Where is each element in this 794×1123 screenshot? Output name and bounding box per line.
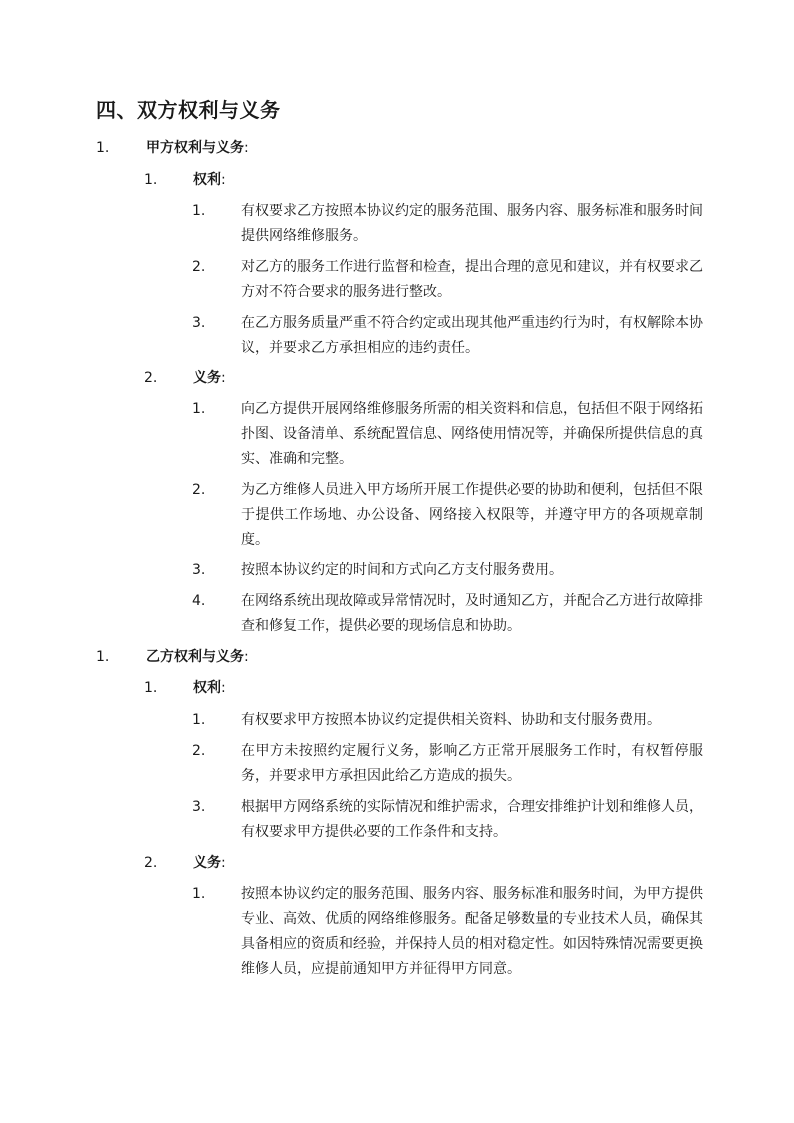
list-number: 1. [96,140,110,156]
colon: : [221,172,226,188]
list-item-text: 按照本协议约定的服务范围、服务内容、服务标准和服务时间，为甲方提供专业、高效、优质的网络维修服务。配备足够数量的专业技术人员，确保其具备相应的资质和经验，并保持人员的相对稳定性。如因特殊情况需要更换维修人员，应提前通知甲方并征得甲方同意。 [241,886,703,977]
colon: : [221,680,226,696]
list-item-text: 在乙方服务质量严重不符合约定或出现其他严重违约行为时，有权解除本协议，并要求乙方承担相应的违约责任。 [241,315,703,356]
list-number: 1. [192,203,206,219]
list-number: 1. [96,649,110,665]
list-number: 3. [192,315,206,331]
list-number: 1. [192,712,206,728]
rights-label: 权利 [193,172,221,188]
list-number: 2. [192,259,206,275]
list-number: 3. [192,562,206,578]
list-number: 2. [192,743,206,759]
list-item-text: 根据甲方网络系统的实际情况和维护需求，合理安排维护计划和维修人员，有权要求甲方提供必要的工作条件和支持。 [241,799,703,840]
list-number: 1. [192,886,206,902]
list-number: 1. [144,680,158,696]
colon: : [221,370,226,386]
list-number: 2. [144,855,158,871]
list-item-text: 在甲方未按照约定履行义务，影响乙方正常开展服务工作时，有权暂停服务，并要求甲方承担因此给乙方造成的损失。 [241,743,703,784]
duties-label: 义务 [193,370,221,386]
duties-label: 义务 [193,855,221,871]
party-a-heading-text: 甲方权利与义务 [146,140,244,156]
list-item-text: 为乙方维修人员进入甲方场所开展工作提供必要的协助和便利，包括但不限于提供工作场地、办公设备、网络接入权限等，并遵守甲方的各项规章制度。 [241,482,703,548]
colon: : [221,855,226,871]
list-item-text: 在网络系统出现故障或异常情况时，及时通知乙方，并配合乙方进行故障排查和修复工作，提供必要的现场信息和协助。 [241,593,703,634]
list-item-text: 有权要求甲方按照本协议约定提供相关资料、协助和支付服务费用。 [241,712,661,728]
list-number: 1. [144,172,158,188]
list-item-text: 向乙方提供开展网络维修服务所需的相关资料和信息，包括但不限于网络拓扑图、设备清单、系统配置信息、网络使用情况等，并确保所提供信息的真实、准确和完整。 [241,401,703,467]
list-item-text: 有权要求乙方按照本协议约定的服务范围、服务内容、服务标准和服务时间提供网络维修服务。 [241,203,703,244]
colon: : [244,140,249,156]
rights-label: 权利 [193,680,221,696]
list-item-text: 按照本协议约定的时间和方式向乙方支付服务费用。 [241,562,563,578]
colon: : [244,649,249,665]
section-title: 四、双方权利与义务 [96,98,281,122]
list-number: 4. [192,593,206,609]
list-number: 2. [192,482,206,498]
list-number: 1. [192,401,206,417]
list-number: 3. [192,799,206,815]
party-b-heading-text: 乙方权利与义务 [146,649,244,665]
list-number: 2. [144,370,158,386]
list-item-text: 对乙方的服务工作进行监督和检查，提出合理的意见和建议，并有权要求乙方对不符合要求的服务进行整改。 [241,259,703,300]
